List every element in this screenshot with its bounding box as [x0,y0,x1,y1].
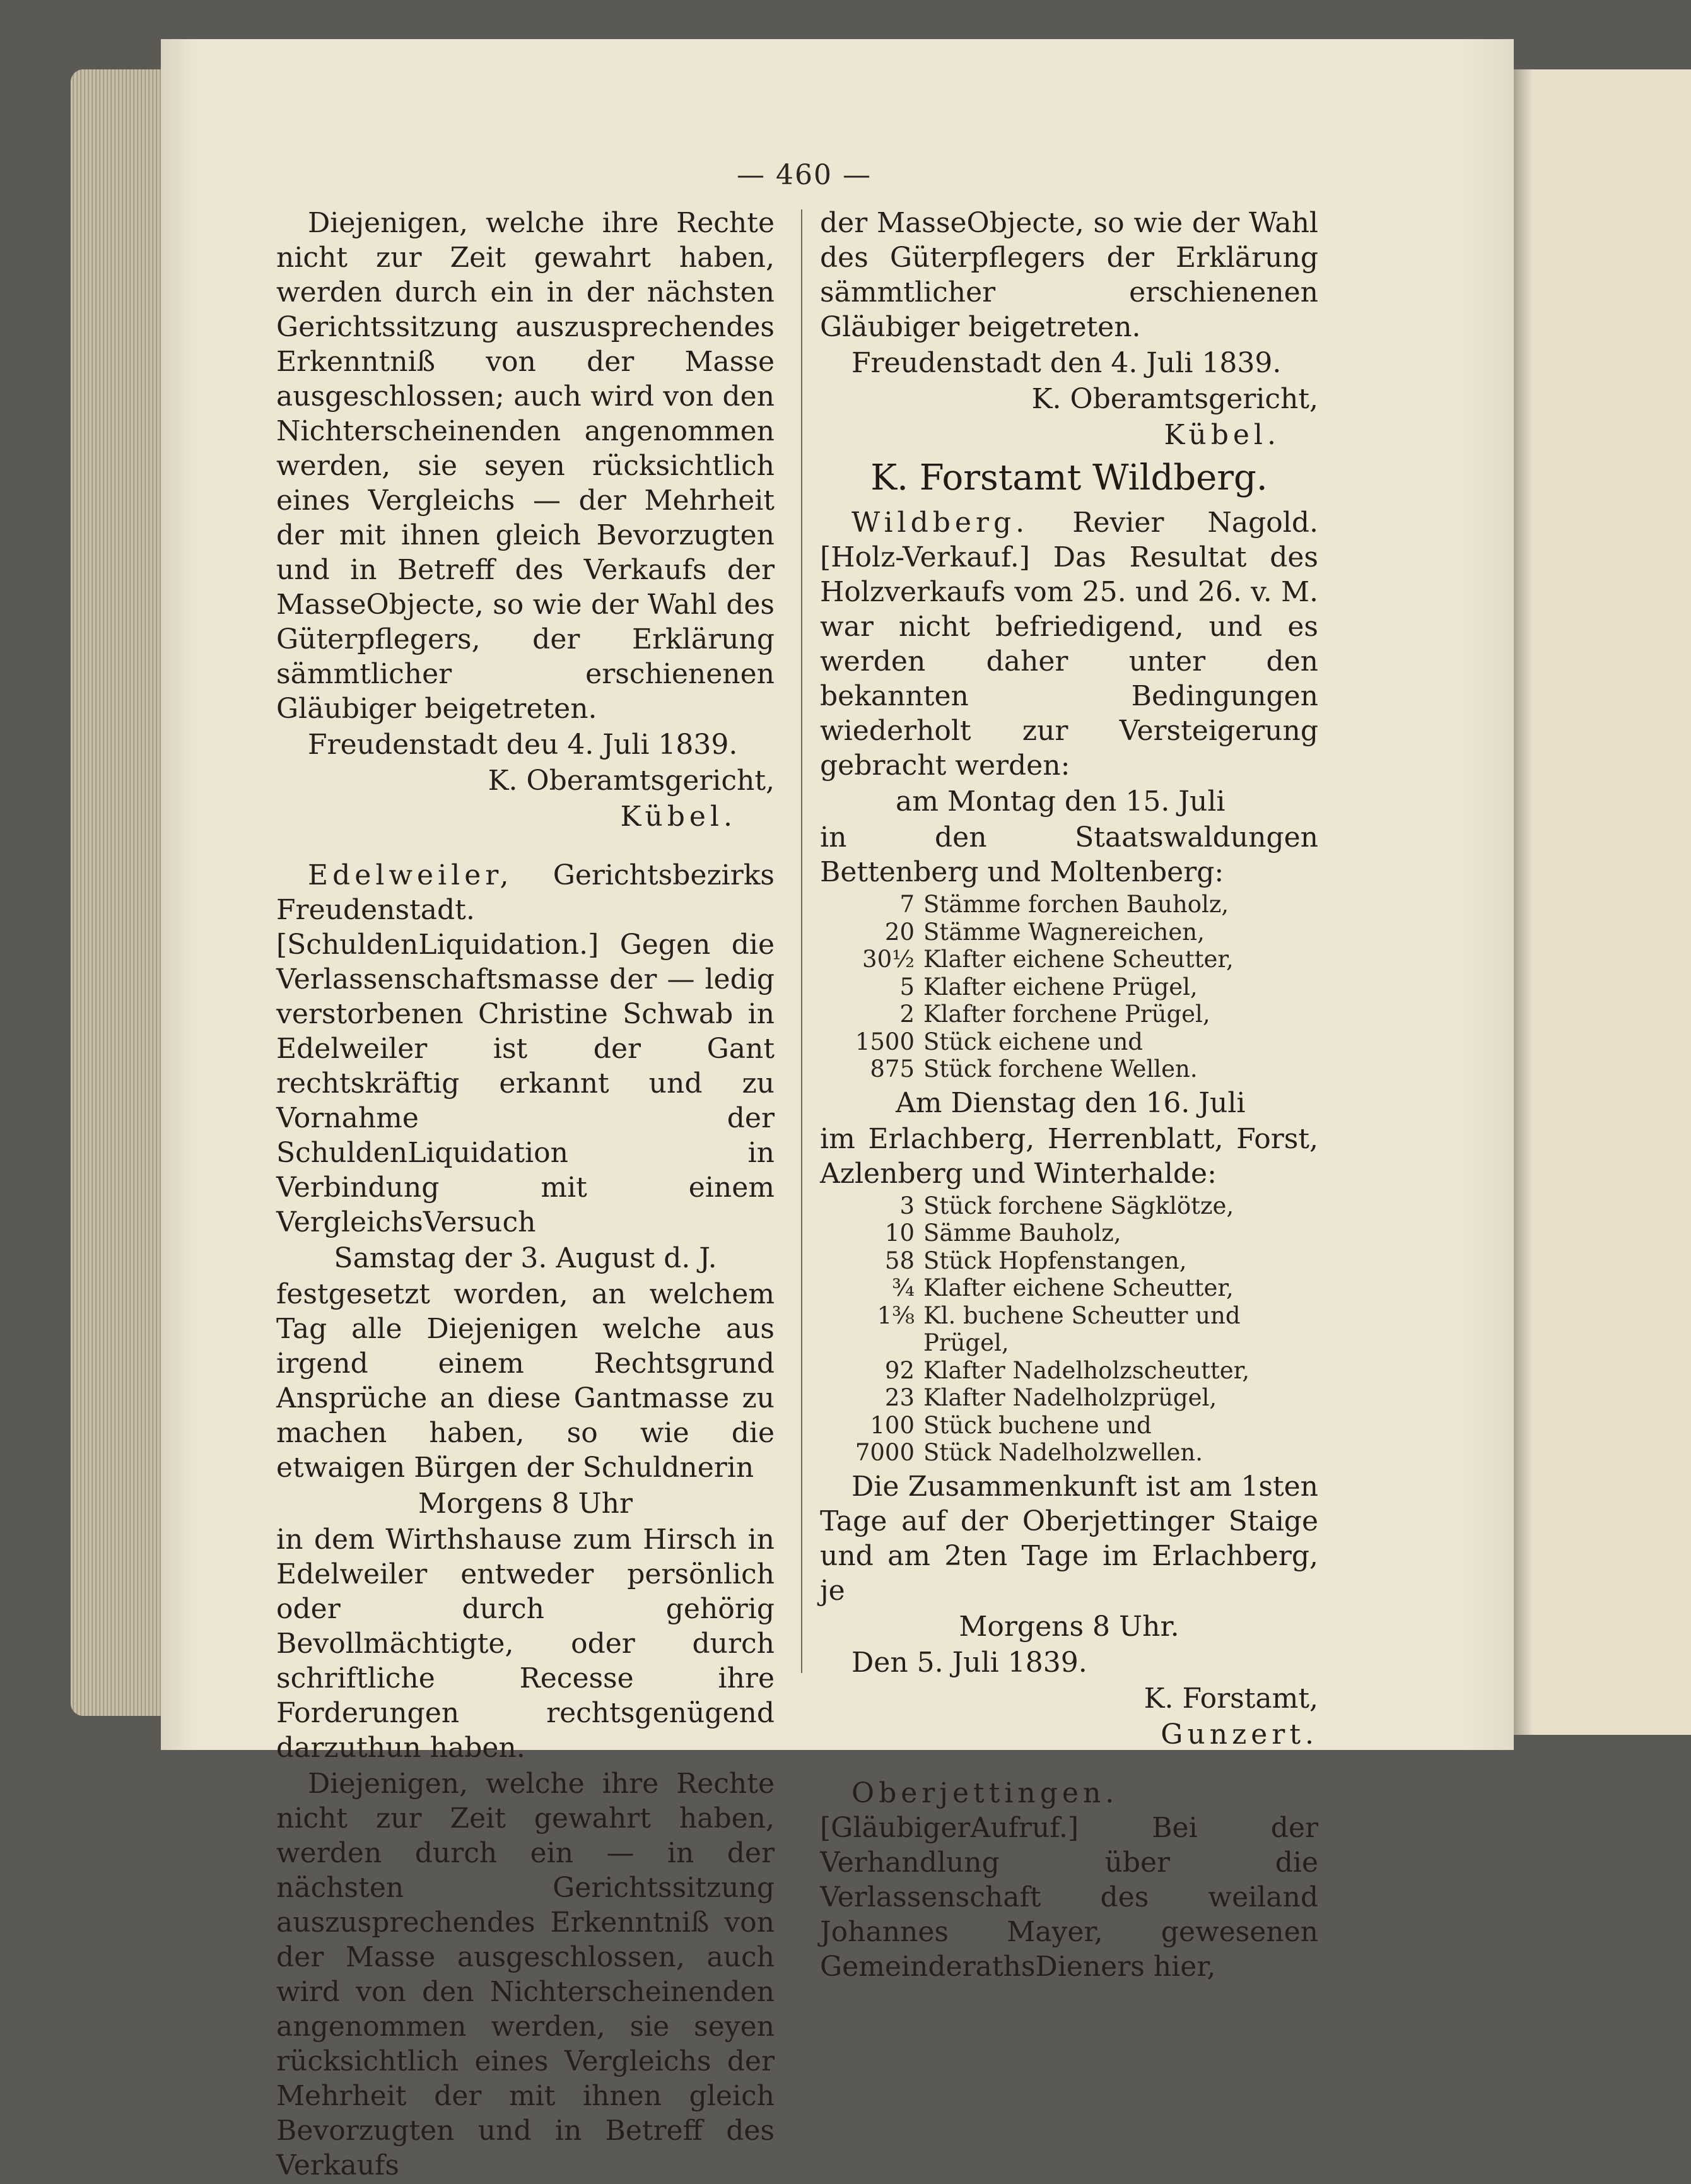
list-item [820,1302,1318,1357]
meeting-time: Morgens 8 Uhr. [959,1610,1179,1643]
notice-edelweiler [276,858,775,1240]
paragraph: Diejenigen, welche ihre Rechte nicht zur Zeit gewahrt haben, werden durch ein — in der nächsten Gerichtssitzung auszusprechendes Erkenntniß von der Masse ausgeschlossen, auch wird von den Nichterscheinenden angenommen werden, sie seyen rücksichtlich eines Vergleichs der Mehrheit der mit ihnen gleich Bevorzugten und in Betreff des Verkaufs [276,1768,775,2181]
list-item [820,1219,1318,1247]
list-item [820,1439,1318,1467]
hearing-time: Morgens 8 Uhr [418,1488,633,1520]
list-item [820,1384,1318,1412]
sale-location: in den Staatswaldungen Bettenberg und Moltenberg: [820,821,1318,888]
description: Kl. buchene Scheutter und Prügel, [923,1301,1241,1356]
quantity: ¾ [892,1274,915,1301]
section-heading: K. Forstamt Wildberg. [870,457,1268,498]
court-signature: K. Oberamtsgericht, [488,765,775,797]
list-item [820,1192,1318,1220]
description: Sämme Bauholz, [923,1219,1121,1247]
notice-body: Gerichtsbezirks Freudenstadt. [SchuldenLiquidation.] Gegen die Verlassenschaftsmasse der — ledig verstorbenen Christine Schwab in Edelweiler ist der Gant rechtskräftig erkannt und zu Vornahme der SchuldenLiquidation in Verbindung mit einem VergleichsVersuch [276,859,775,1238]
signatory-name: Gunzert. [1161,1718,1318,1751]
timber-list-2 [820,1192,1318,1467]
quantity: 7 [899,891,915,918]
list-item [820,919,1318,946]
description: Stück eichene und [923,1028,1143,1055]
paragraph: Die Zusammenkunft ist am 1sten Tage auf der Oberjettinger Staige und am 2ten Tage im Erlachberg, je [820,1470,1318,1607]
list-item [820,1412,1318,1440]
notice-place: Wildberg. [851,507,1029,539]
signatory-name: Kübel. [620,801,737,833]
quantity: 2 [899,1001,915,1028]
paragraph: festgesetzt worden, an welchem Tag alle Diejenigen welche aus irgend einem Rechtsgrund Ansprüche an diese Gantmasse zu machen haben, so wie die etwaigen Bürgen der Schuldnerin [276,1278,775,1484]
paragraph: der MasseObjecte, so wie der Wahl des Güterpflegers der Erklärung sämmtlicher erschienenen Gläubiger beigetreten. [820,207,1318,343]
facing-page-edge [1514,69,1691,1735]
sale-location: im Erlachberg, Herrenblatt, Forst, Azlenberg und Winterhalde: [820,1122,1318,1190]
description: Klafter eichene Prügel, [923,973,1198,1001]
notice-wildberg [820,505,1318,783]
left-column [276,206,775,2184]
right-column [820,206,1318,1985]
notice-place: Edelweiler, [308,859,513,891]
list-item [820,1055,1318,1083]
quantity: 20 [884,918,915,946]
quantity: 875 [870,1055,915,1083]
quantity: 30½ [862,946,915,973]
description: Stück forchene Sägklötze, [923,1192,1234,1219]
description: Stück buchene und [923,1411,1152,1439]
quantity: 10 [884,1219,915,1247]
quantity: 1500 [855,1028,915,1055]
timber-list-1 [820,891,1318,1083]
list-item [820,973,1318,1001]
description: Stück forchene Wellen. [923,1055,1198,1083]
description: Klafter eichene Scheutter, [923,946,1234,973]
list-item [820,1357,1318,1385]
paragraph: in dem Wirthshause zum Hirsch in Edelweiler entweder persönlich oder durch gehörig Bevollmächtigte, oder durch schriftliche Recesse ihre Forderungen rechtsgenügend darzuthun haben. [276,1524,775,1764]
list-item [820,1247,1318,1275]
sale-date: Am Dienstag den 16. Juli [896,1086,1246,1119]
court-signature: K. Oberamtsgericht, [1031,383,1318,415]
quantity: 7000 [855,1439,915,1466]
page-number: — 460 — [737,159,872,191]
description: Stück Nadelholzwellen. [923,1439,1203,1466]
quantity: 1⅜ [877,1301,915,1329]
description: Klafter Nadelholzscheutter, [923,1356,1250,1384]
hearing-date: Samstag der 3. August d. J. [334,1242,717,1274]
quantity: 3 [899,1192,915,1219]
dateline: Den 5. Juli 1839. [851,1646,1087,1679]
paragraph: Diejenigen, welche ihre Rechte nicht zur Zeit gewahrt haben, werden durch ein in der nächsten Gerichtssitzung auszusprechendes Erkenntniß von der Masse ausgeschlossen; auch wird von den Nichterscheinenden angenommen werden, sie seyen rücksichtlich eines Vergleichs — der Mehrheit der mit ihnen gleich Bevorzugten und in Betreff des Verkaufs der MasseObjecte, so wie der Wahl des Güterpflegers, der Erklärung sämmtlicher erschienenen Gläubiger beigetreten. [276,207,775,725]
office-signature: K. Forstamt, [1144,1682,1318,1715]
list-item [820,891,1318,919]
description: Klafter forchene Prügel, [923,1001,1210,1028]
sale-date: am Montag den 15. Juli [896,785,1226,818]
description: Stück Hopfenstangen, [923,1247,1187,1274]
description: Stämme forchen Bauholz, [923,891,1229,918]
list-item [820,1274,1318,1302]
dateline: Freudenstadt deu 4. Juli 1839. [308,729,738,761]
dateline: Freudenstadt den 4. Juli 1839. [851,347,1282,379]
quantity: 58 [884,1247,915,1274]
notice-oberjettingen [820,1776,1318,1984]
description: Stämme Wagnereichen, [923,918,1205,946]
quantity: 92 [884,1356,915,1384]
notice-body: [GläubigerAufruf.] Bei der Verhandlung über die Verlassenschaft des weiland Johannes Mayer, gewesenen GemeinderathsDieners hier, [820,1811,1318,1983]
signatory-name: Kübel. [1164,419,1280,451]
list-item [820,946,1318,973]
list-item [820,1028,1318,1056]
description: Klafter eichene Scheutter, [923,1274,1234,1301]
list-item [820,1001,1318,1028]
column-divider [801,209,802,1673]
notice-body: Revier Nagold. [Holz-Verkauf.] Das Resultat des Holzverkaufs vom 25. und 26. v. M. war nicht befriedigend, und es werden daher unter den bekannten Bedingungen wiederholt zur Versteigerung gebracht werden: [820,507,1318,782]
quantity: 5 [899,973,915,1001]
notice-place: Oberjettingen. [851,1776,1119,1809]
quantity: 100 [870,1411,915,1439]
description: Klafter Nadelholzprügel, [923,1384,1217,1411]
quantity: 23 [884,1384,915,1411]
